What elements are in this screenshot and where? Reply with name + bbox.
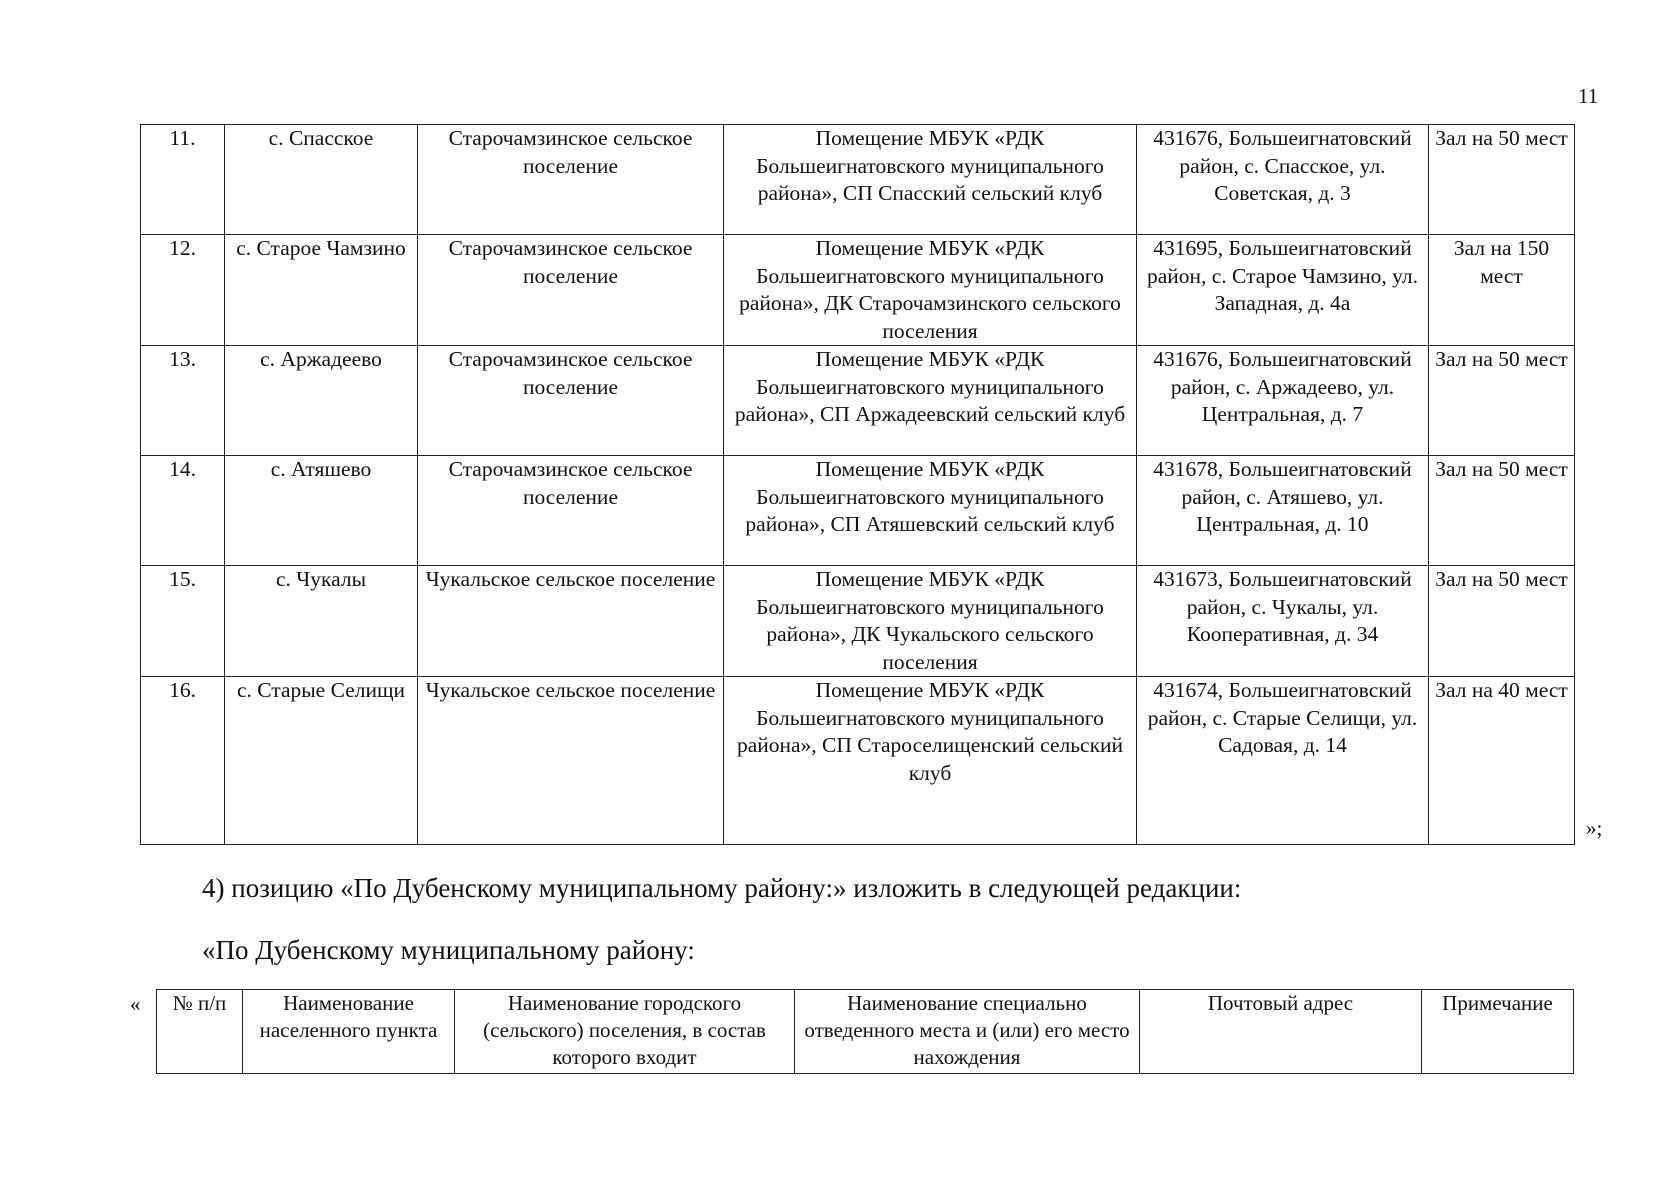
table-row: [141, 235, 1575, 346]
place-name: Помещение МБУК «РДК Большеигнатовского муниципального района», СП Спасский сельский клуб: [724, 125, 1137, 235]
municipality-name: Старочамзинское сельское поселение: [418, 125, 724, 235]
municipality-name: Чукальское сельское поселение: [418, 566, 724, 677]
municipality-name: Старочамзинское сельское поселение: [418, 456, 724, 566]
place-name: Помещение МБУК «РДК Большеигнатовского муниципального района», СП Аржадеевский сельский клуб: [724, 346, 1137, 456]
municipality-name: Старочамзинское сельское поселение: [418, 235, 724, 346]
header-note: Примечание: [1422, 990, 1574, 1074]
settlement-name: с. Старое Чамзино: [225, 235, 418, 346]
settlement-name: с. Чукалы: [225, 566, 418, 677]
header-place: Наименование специально отведенного места и (или) его место нахождения: [795, 990, 1140, 1074]
header-row: [157, 990, 1574, 1074]
row-number: 13.: [141, 346, 225, 456]
row-number: 16.: [141, 677, 225, 845]
postal-address: 431674, Большеигнатовский район, с. Старые Селищи, ул. Садовая, д. 14: [1137, 677, 1429, 845]
municipality-name: Чукальское сельское поселение: [418, 677, 724, 845]
postal-address: 431673, Большеигнатовский район, с. Чукалы, ул. Кооперативная, д. 34: [1137, 566, 1429, 677]
postal-address: 431676, Большеигнатовский район, с. Спасское, ул. Советская, д. 3: [1137, 125, 1429, 235]
row-number: 11.: [141, 125, 225, 235]
amendment-paragraph: 4) позицию «По Дубенскому муниципальному району:» изложить в следующей редакции:: [202, 873, 1242, 903]
closing-quote: »;: [1586, 816, 1603, 840]
dubensky-header-table: [156, 989, 1574, 1074]
row-number: 14.: [141, 456, 225, 566]
note: Зал на 50 мест: [1429, 346, 1575, 456]
settlement-name: с. Спасское: [225, 125, 418, 235]
header-address: Почтовый адрес: [1140, 990, 1422, 1074]
section-heading: «По Дубенскому муниципальному району:: [202, 935, 695, 965]
header-municipality: Наименование городского (сельского) поселения, в состав которого входит: [455, 990, 795, 1074]
table-row: [141, 566, 1575, 677]
note: Зал на 50 мест: [1429, 456, 1575, 566]
settlement-name: с. Атяшево: [225, 456, 418, 566]
polling-places-table: [140, 124, 1575, 845]
place-name: Помещение МБУК «РДК Большеигнатовского муниципального района», СП Староселищенский сельский клуб: [724, 677, 1137, 845]
opening-quote: «: [130, 992, 141, 1016]
table-row: [141, 456, 1575, 566]
place-name: Помещение МБУК «РДК Большеигнатовского муниципального района», СП Атяшевский сельский клуб: [724, 456, 1137, 566]
postal-address: 431676, Большеигнатовский район, с. Аржадеево, ул. Центральная, д. 7: [1137, 346, 1429, 456]
note: Зал на 50 мест: [1429, 566, 1575, 677]
row-number: 15.: [141, 566, 225, 677]
header-number: № п/п: [157, 990, 243, 1074]
settlement-name: с. Аржадеево: [225, 346, 418, 456]
postal-address: 431695, Большеигнатовский район, с. Старое Чамзино, ул. Западная, д. 4а: [1137, 235, 1429, 346]
municipality-name: Старочамзинское сельское поселение: [418, 346, 724, 456]
row-number: 12.: [141, 235, 225, 346]
place-name: Помещение МБУК «РДК Большеигнатовского муниципального района», ДК Чукальского сельского поселения: [724, 566, 1137, 677]
postal-address: 431678, Большеигнатовский район, с. Атяшево, ул. Центральная, д. 10: [1137, 456, 1429, 566]
page-number: 11: [1578, 84, 1599, 108]
table-row: [141, 125, 1575, 235]
note: Зал на 150 мест: [1429, 235, 1575, 346]
settlement-name: с. Старые Селищи: [225, 677, 418, 845]
note: Зал на 40 мест: [1429, 677, 1575, 845]
table-row: [141, 677, 1575, 845]
place-name: Помещение МБУК «РДК Большеигнатовского муниципального района», ДК Старочамзинского сельского поселения: [724, 235, 1137, 346]
table-row: [141, 346, 1575, 456]
header-settlement: Наименование населенного пункта: [243, 990, 455, 1074]
note: Зал на 50 мест: [1429, 125, 1575, 235]
